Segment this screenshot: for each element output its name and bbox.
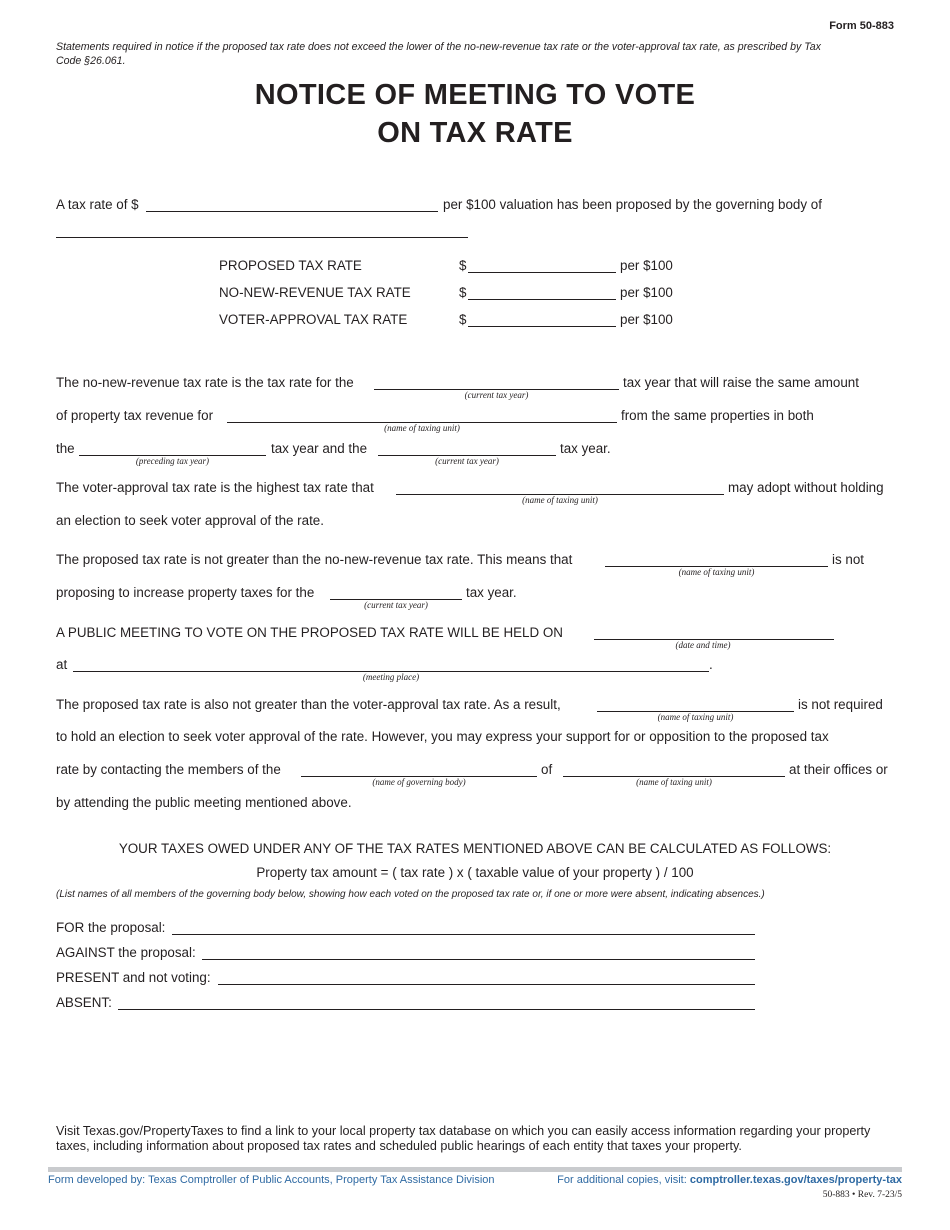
rate-unit-proposed: per $100 xyxy=(620,258,673,273)
form-number: Form 50-883 xyxy=(829,20,894,32)
nnr-line2-a: of property tax revenue for xyxy=(56,408,214,423)
vote-against-field[interactable] xyxy=(202,959,755,960)
rate-label-proposed: PROPOSED TAX RATE xyxy=(219,258,362,273)
calc-instruction: (List names of all members of the governing body below, showing how each voted on the proposed tax rate or, if one or more were absent, indicating absences.) xyxy=(56,889,765,900)
rate-dollar-voter-approval: $ xyxy=(459,312,467,327)
caption-current-tax-year: (current tax year) xyxy=(464,390,529,400)
pr-line2-b: tax year. xyxy=(466,585,517,600)
vote-present-field[interactable] xyxy=(218,984,755,985)
footer-copies xyxy=(557,1174,902,1186)
rate-dollar-no-new-revenue: $ xyxy=(459,285,467,300)
calc-formula: Property tax amount = ( tax rate ) x ( taxable value of your property ) / 100 xyxy=(256,865,694,880)
footer-bar xyxy=(48,1167,902,1172)
also-line3-a: rate by contacting the members of the xyxy=(56,762,281,777)
rate-unit-no-new-revenue: per $100 xyxy=(620,285,673,300)
va-line1-b: may adopt without holding xyxy=(728,480,884,495)
also-line3-c: at their offices or xyxy=(789,762,888,777)
vote-against-label: AGAINST the proposal: xyxy=(56,945,196,960)
form-revision: 50-883 • Rev. 7-23/5 xyxy=(822,1190,902,1200)
also-line3-b: of xyxy=(541,762,553,777)
tax-rate-field[interactable] xyxy=(146,211,438,212)
nnr-line1-b: tax year that will raise the same amount xyxy=(623,375,859,390)
caption-name-of-governing-body: (name of governing body) xyxy=(372,777,466,787)
intro-suffix: per $100 valuation has been proposed by the governing body of xyxy=(443,197,822,212)
rate-label-voter-approval: VOTER-APPROVAL TAX RATE xyxy=(219,312,408,327)
visit-text: Visit Texas.gov/PropertyTaxes to find a link to your local property tax database on which you can easily access information regarding your property taxes, including information about proposed tax rates and scheduled public hearings of each entity that taxes your property. xyxy=(56,1124,871,1153)
footer-copies-link[interactable]: comptroller.texas.gov/taxes/property-tax xyxy=(689,1174,902,1186)
va-line2: an election to seek voter approval of the rate. xyxy=(56,513,324,528)
caption-name-of-taxing-unit: (name of taxing unit) xyxy=(384,423,460,433)
rate-unit-voter-approval: per $100 xyxy=(620,312,673,327)
caption-preceding-tax-year: (preceding tax year) xyxy=(135,456,210,466)
caption-date-and-time: (date and time) xyxy=(675,640,731,650)
also-line1-b: is not required xyxy=(798,697,883,712)
title-line-2: ON TAX RATE xyxy=(377,117,573,149)
nnr-line3-b: tax year and the xyxy=(271,441,368,456)
vote-absent-label: ABSENT: xyxy=(56,995,112,1010)
statutory-statement: Statements required in notice if the proposed tax rate does not exceed the lower of the no-new-revenue tax rate or the voter-approval tax rate, as prescribed by Tax Code §26.061. xyxy=(56,41,821,67)
vote-absent-field[interactable] xyxy=(118,1009,755,1010)
pr-line2-a: proposing to increase property taxes for the xyxy=(56,585,315,600)
meeting-line2-a: at xyxy=(56,657,68,672)
intro-prefix: A tax rate of $ xyxy=(56,197,139,212)
nnr-line3-c: tax year. xyxy=(560,441,611,456)
pr-line1-a: The proposed tax rate is not greater than the no-new-revenue tax rate. This means that xyxy=(56,552,573,567)
meeting-line2-b: . xyxy=(709,657,713,672)
caption-current-tax-year: (current tax year) xyxy=(364,600,428,610)
nnr-line1-a: The no-new-revenue tax rate is the tax rate for the xyxy=(56,375,354,390)
proposed-rate-field[interactable] xyxy=(468,272,616,273)
caption-name-of-taxing-unit: (name of taxing unit) xyxy=(657,712,734,722)
footer-developed-by: Form developed by: Texas Comptroller of Public Accounts, Property Tax Assistance Division xyxy=(48,1174,495,1186)
rate-label-no-new-revenue: NO-NEW-REVENUE TAX RATE xyxy=(219,285,411,300)
caption-name-of-taxing-unit: (name of taxing unit) xyxy=(636,777,712,787)
meeting-line1: A PUBLIC MEETING TO VOTE ON THE PROPOSED TAX RATE WILL BE HELD ON xyxy=(56,625,563,640)
vote-for-field[interactable] xyxy=(172,934,755,935)
rate-dollar-proposed: $ xyxy=(459,258,467,273)
nnr-line2-b: from the same properties in both xyxy=(621,408,814,423)
caption-current-tax-year: (current tax year) xyxy=(435,456,499,466)
title-line-1: NOTICE OF MEETING TO VOTE xyxy=(254,79,696,111)
calc-heading: YOUR TAXES OWED UNDER ANY OF THE TAX RATES MENTIONED ABOVE CAN BE CALCULATED AS FOLLOWS: xyxy=(118,841,832,856)
caption-name-of-taxing-unit: (name of taxing unit) xyxy=(678,567,755,577)
also-line1-a: The proposed tax rate is also not greater than the voter-approval tax rate. As a result, xyxy=(56,697,561,712)
also-line4: by attending the public meeting mentioned above. xyxy=(56,795,352,810)
no-new-revenue-rate-field[interactable] xyxy=(468,299,616,300)
voter-approval-rate-field[interactable] xyxy=(468,326,616,327)
vote-present-label: PRESENT and not voting: xyxy=(56,970,211,985)
pr-line1-b: is not xyxy=(832,552,865,567)
caption-meeting-place: (meeting place) xyxy=(362,672,420,682)
caption-name-of-taxing-unit: (name of taxing unit) xyxy=(522,495,598,505)
nnr-line3-a: the xyxy=(56,441,75,456)
also-line2: to hold an election to seek voter approval of the rate. However, you may express your support for or opposition to the proposed tax xyxy=(56,729,829,744)
governing-body-field[interactable] xyxy=(56,237,468,238)
va-line1-a: The voter-approval tax rate is the highest tax rate that xyxy=(56,480,374,495)
footer-copies-prefix: For additional copies, visit: xyxy=(557,1174,687,1186)
vote-for-label: FOR the proposal: xyxy=(56,920,166,935)
